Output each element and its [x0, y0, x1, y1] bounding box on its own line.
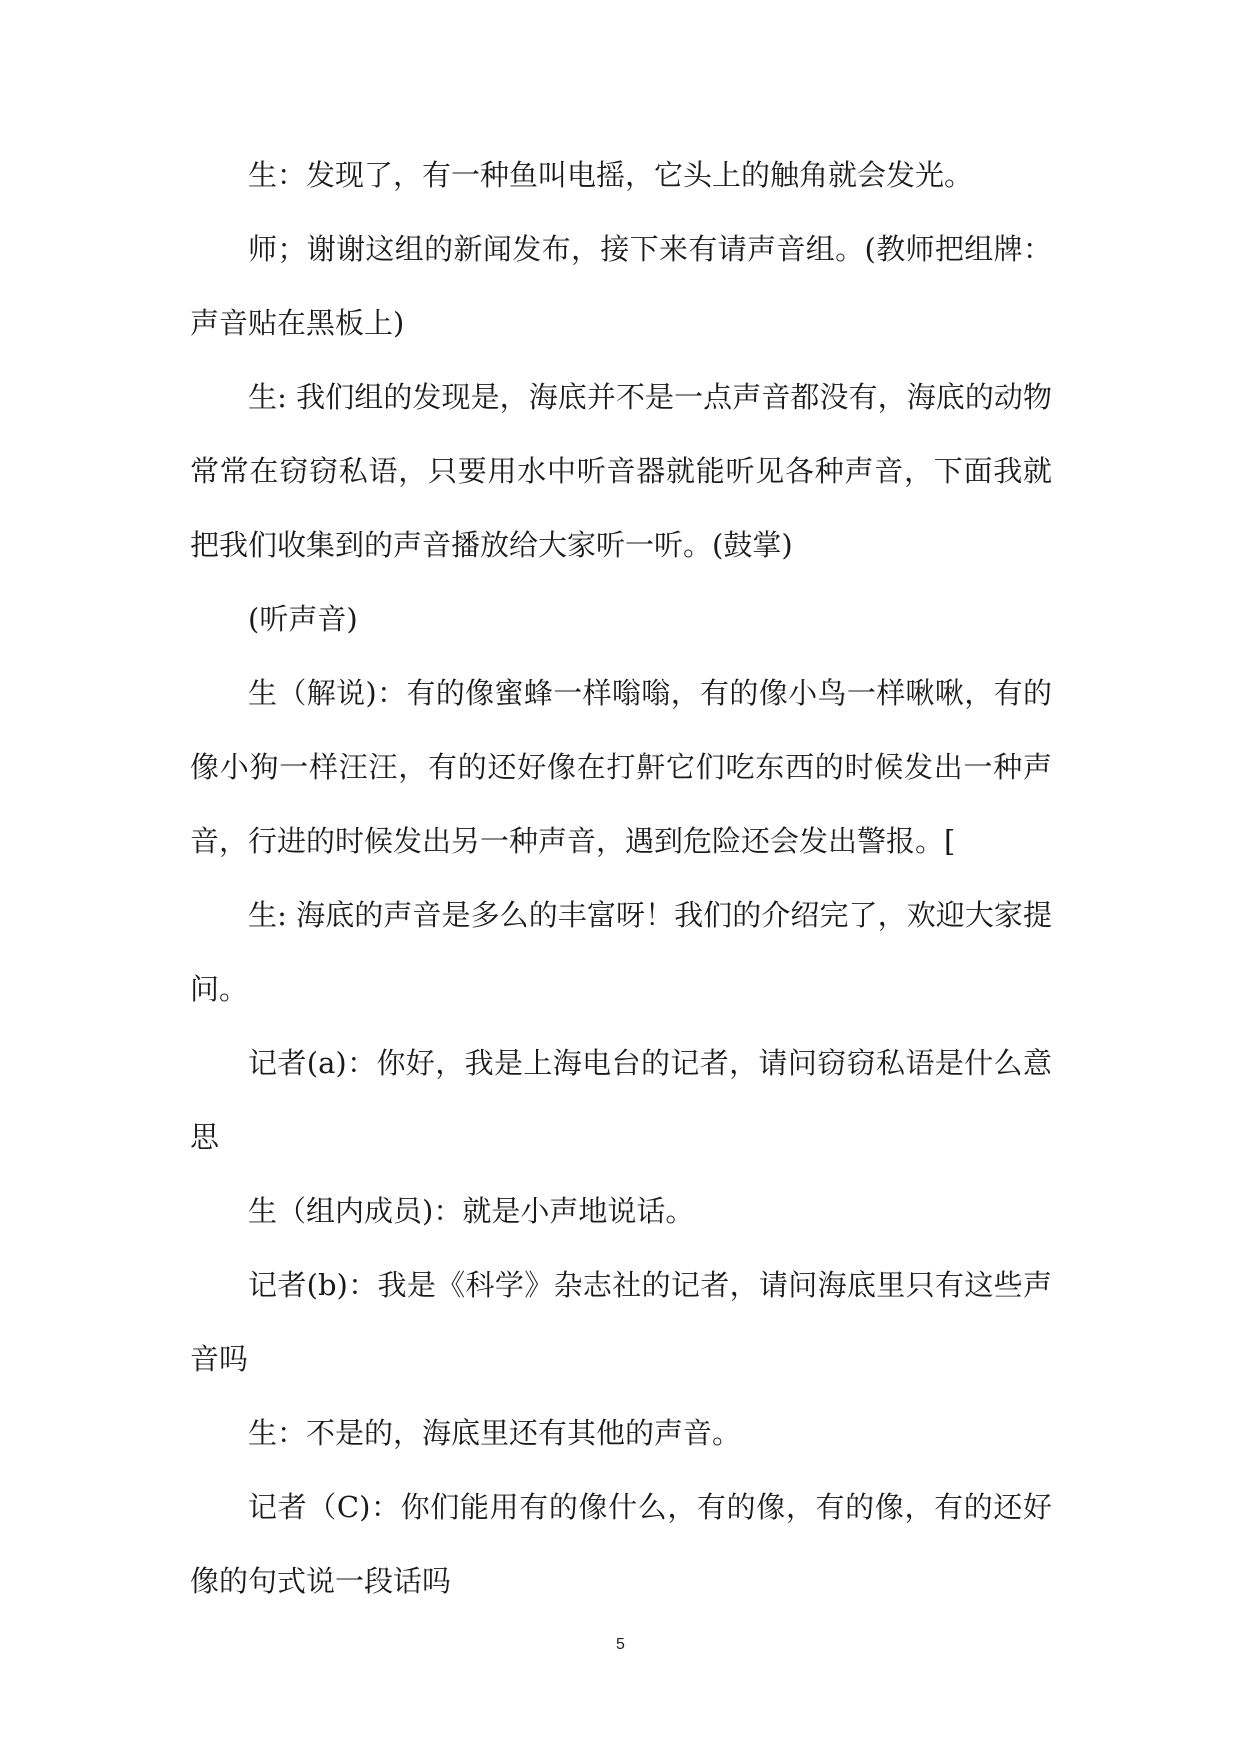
page-number: 5 — [616, 1636, 625, 1653]
paragraph-1: 生：发现了，有一种鱼叫电摇，它头上的触角就会发光。 — [248, 158, 974, 192]
paragraph-11: 记者（C)：你们能用有的像什么，有的像，有的像，有的还好像的句式说一段话吗 — [190, 1490, 1052, 1598]
paragraph-6: 生: 海底的声音是多么的丰富呀！我们的介绍完了，欢迎大家提问。 — [190, 898, 1052, 1006]
paragraph-3: 生: 我们组的发现是，海底并不是一点声音都没有，海底的动物常常在窃窃私语，只要用水中听音器就能听见各种声音，下面我就把我们收集到的声音播放给大家听一听。(鼓掌) — [190, 380, 1052, 562]
document-body — [190, 138, 1052, 1618]
paragraph-8: 生（组内成员)：就是小声地说话。 — [248, 1194, 695, 1228]
paragraph-7: 记者(a)：你好，我是上海电台的记者，请问窃窃私语是什么意思 — [190, 1046, 1052, 1154]
paragraph-2: 师；谢谢这组的新闻发布，接下来有请声音组。(教师把组牌：声音贴在黑板上) — [190, 232, 1052, 340]
paragraph-5: 生（解说)：有的像蜜蜂一样嗡嗡，有的像小鸟一样啾啾，有的像小狗一样汪汪，有的还好像在打鼾它们吃东西的时候发出一种声音，行进的时候发出另一种声音，遇到危险还会发出警报。[ — [190, 676, 1052, 858]
paragraph-4: (听声音) — [248, 602, 358, 636]
paragraph-9: 记者(b)：我是《科学》杂志社的记者，请问海底里只有这些声音吗 — [190, 1268, 1052, 1376]
paragraph-10: 生：不是的，海底里还有其他的声音。 — [248, 1416, 742, 1450]
